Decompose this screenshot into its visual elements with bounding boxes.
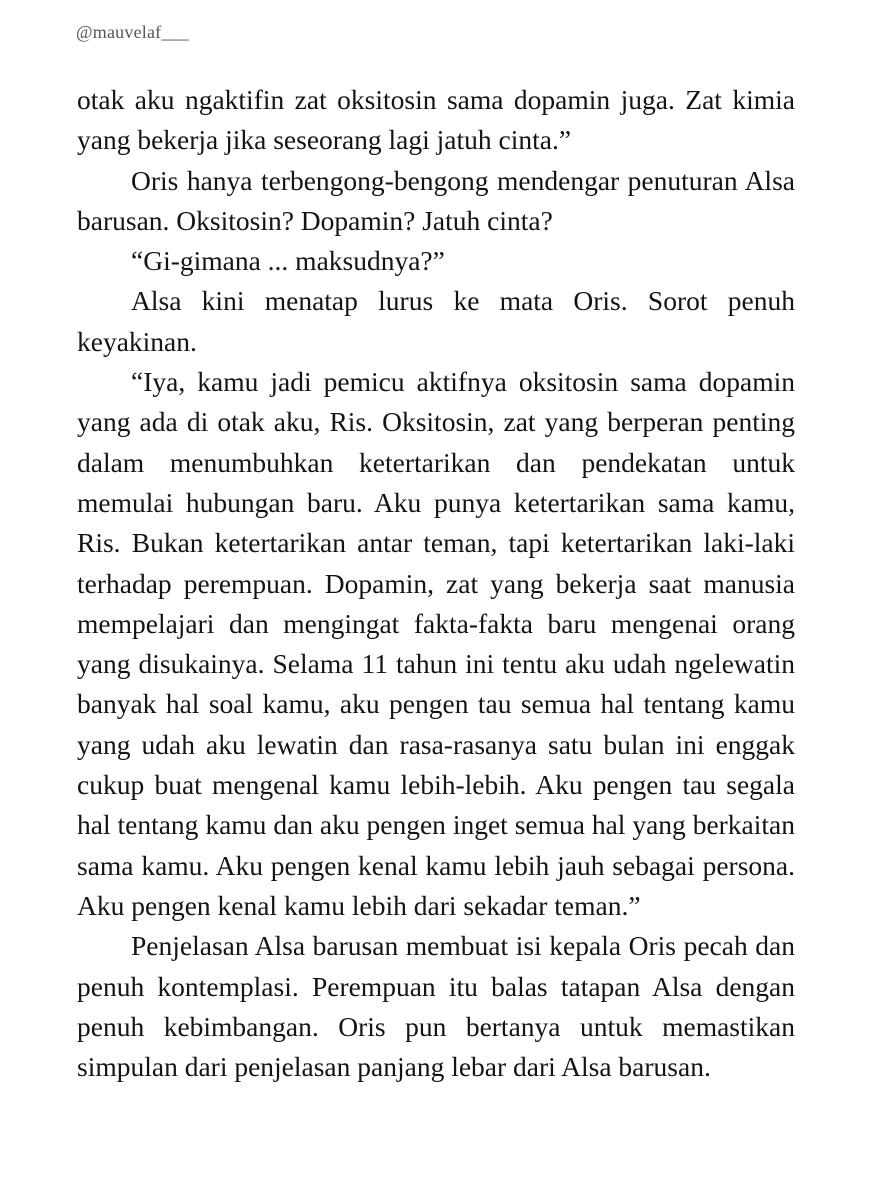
paragraph: Alsa kini menatap lurus ke mata Oris. Sorot penuh keyakinan. [77, 285, 795, 357]
paragraph: Penjelasan Alsa barusan membuat isi kepala Oris pecah dan penuh kontemplasi. Perempuan itu balas tatapan Alsa dengan penuh kebimbangan. Oris pun bertanya untuk memastikan simpulan dari penjelasan panjang lebar dari Alsa barusan. [77, 930, 795, 1083]
paragraph: Oris hanya terbengong-bengong mendengar penuturan Alsa barusan. Oksitosin? Dopamin? Jatuh cinta? [77, 164, 795, 236]
paragraph: otak aku ngaktifin zat oksitosin sama dopamin juga. Zat kimia yang bekerja jika seseorang lagi jatuh cinta.” [77, 84, 795, 156]
page-body [77, 80, 795, 1087]
paragraph: “Iya, kamu jadi pemicu aktifnya oksitosin sama dopamin yang ada di otak aku, Ris. Oksitosin, zat yang berperan penting dalam menumbuhkan ketertarikan dan pendekatan untuk memulai hubungan baru. Aku punya ketertarikan sama kamu, Ris. Bukan ketertarikan antar teman, tapi ketertarikan laki-laki terhadap perempuan. Dopamin, zat yang bekerja saat manusia mempelajari dan mengingat fakta-fakta baru mengenai orang yang disukainya. Selama 11 tahun ini tentu aku udah ngelewatin banyak hal soal kamu, aku pengen tau semua hal tentang kamu yang udah aku lewatin dan rasa-rasanya satu bulan ini enggak cukup buat mengenal kamu lebih-lebih. Aku pengen tau segala hal tentang kamu dan aku pengen inget semua hal yang berkaitan sama kamu. Aku pengen kenal kamu lebih jauh sebagai persona. Aku pengen kenal kamu lebih dari sekadar teman.” [77, 366, 795, 921]
paragraph: “Gi-gimana ... maksudnya?” [131, 245, 445, 277]
watermark-handle: @mauvelaf___ [76, 22, 189, 42]
